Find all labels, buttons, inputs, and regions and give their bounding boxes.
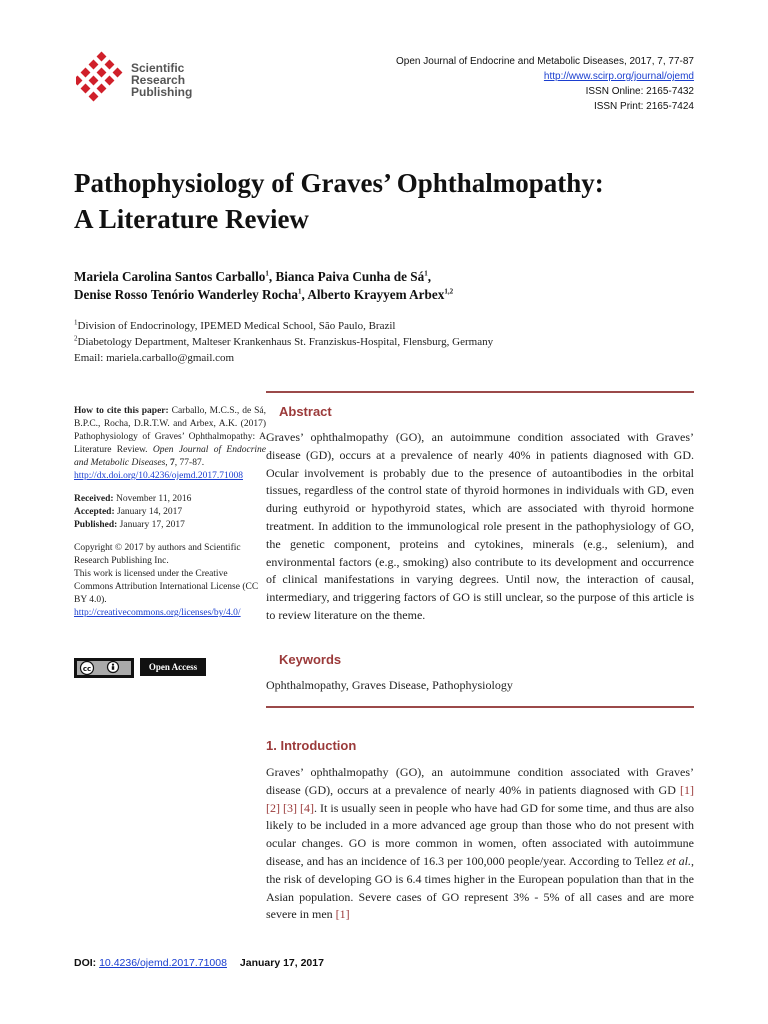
introduction-text bbox=[266, 764, 694, 924]
divider bbox=[266, 391, 694, 393]
license-text: This work is licensed under the Creative Commons Attribution International License (CC BY 4.0). bbox=[74, 569, 259, 605]
affiliation-marker: 1 bbox=[424, 269, 428, 278]
open-access-badge[interactable]: Open Access bbox=[140, 658, 206, 676]
affiliation-marker: 1 bbox=[297, 287, 302, 296]
keywords-text: Ophthalmopathy, Graves Disease, Pathophysiology bbox=[266, 678, 513, 692]
logo-diamond-icon bbox=[76, 52, 122, 102]
reference-link[interactable]: [1] [2] [3] [4] bbox=[266, 782, 694, 815]
published-label: Published: bbox=[74, 520, 118, 530]
separator: , bbox=[268, 269, 276, 284]
paper-title bbox=[74, 165, 714, 237]
divider bbox=[266, 706, 694, 708]
svg-text:cc: cc bbox=[82, 664, 92, 673]
abstract-heading: Abstract bbox=[279, 404, 332, 419]
footer-date: January 17, 2017 bbox=[239, 957, 324, 969]
affiliation-marker: 1 bbox=[74, 318, 78, 327]
cc-by-badge[interactable] bbox=[74, 658, 134, 678]
publisher-name-line: Publishing bbox=[131, 85, 193, 99]
paper-title-line2: A Literature Review bbox=[74, 204, 309, 234]
author-name: Bianca Paiva Cunha de Sá bbox=[275, 269, 425, 284]
accepted-label: Accepted: bbox=[74, 507, 115, 517]
affiliation-1: Division of Endocrinology, IPEMED Medical School, São Paulo, Brazil bbox=[77, 320, 396, 332]
publisher-name-line: Scientific bbox=[131, 61, 185, 75]
affiliation-2: Diabetology Department, Malteser Krankenhaus St. Franziskus-Hospital, Flensburg, Germany bbox=[77, 336, 494, 348]
author-name: Denise Rosso Tenório Wanderley Rocha bbox=[74, 287, 298, 302]
affiliation-marker: 1,2 bbox=[444, 287, 454, 296]
affiliation-marker: 2 bbox=[74, 334, 78, 343]
author-list bbox=[74, 268, 453, 304]
copyright-text: Copyright © 2017 by authors and Scientific Research Publishing Inc. bbox=[74, 543, 241, 566]
reference-link[interactable]: [1] bbox=[335, 907, 350, 922]
intro-text-part: , the risk of developing GO is 6.4 times higher in the European population than that in the Asian population. Severe cases of GO represent 3% - 5% of all cases and are more severe in men bbox=[266, 853, 695, 922]
footer-doi-label: DOI: bbox=[74, 957, 100, 969]
separator: , bbox=[165, 458, 171, 468]
page-footer bbox=[74, 957, 324, 969]
cite-text: Carballo, M.C.S., de Sá, B.P.C., Rocha, D.R.T.W. and Arbex, A.K. (2017) Pathophysiology of Graves’ Ophthalmopathy: A Literature Review. bbox=[74, 406, 266, 455]
separator: , bbox=[427, 269, 431, 284]
cite-pages: , 77-87. bbox=[174, 458, 205, 468]
doi-link[interactable]: http://dx.doi.org/10.4236/ojemd.2017.71008 bbox=[74, 471, 243, 481]
accepted-date: January 14, 2017 bbox=[114, 507, 183, 517]
publisher-name-line: Research bbox=[131, 73, 186, 87]
journal-citation: Open Journal of Endocrine and Metabolic Diseases, 2017, 7, 77-87 bbox=[396, 56, 694, 67]
paper-title-line1: Pathophysiology of Graves’ Ophthalmopathy: bbox=[74, 168, 604, 198]
side-column bbox=[74, 405, 266, 620]
affiliations bbox=[74, 318, 493, 350]
received-date: November 11, 2016 bbox=[113, 494, 192, 504]
intro-text-part: . It is usually seen in people who have had GD for some time, and thus are also likely to be included in a more advanced age group than those who do not present with ocular changes. GO is more common in women, often associated with autoimmune disease, and has an incidence of 16.3 per 100,000 people/year. According to Tellez bbox=[266, 800, 694, 868]
cite-volume: 7 bbox=[170, 458, 175, 468]
cc-icon bbox=[75, 659, 133, 677]
dates-block bbox=[74, 493, 266, 532]
intro-text-part: et al. bbox=[666, 853, 692, 868]
cite-block bbox=[74, 405, 266, 483]
journal-header bbox=[396, 54, 694, 114]
author-name: Alberto Krayyem Arbex bbox=[307, 287, 445, 302]
keywords-heading: Keywords bbox=[279, 652, 342, 667]
affiliation-marker: 1 bbox=[265, 269, 269, 278]
author-name: Mariela Carolina Santos Carballo bbox=[74, 269, 266, 284]
journal-url-link[interactable]: http://www.scirp.org/journal/ojemd bbox=[543, 71, 694, 82]
cite-journal: Open Journal of Endocrine and Metabolic Diseases bbox=[74, 445, 267, 468]
intro-text-part: Graves’ ophthalmopathy (GO), an autoimmune condition associated with Graves’ disease (GD), occurs at a prevalence of nearly 40% in patients diagnosed with GD bbox=[266, 765, 694, 797]
abstract-text: Graves’ ophthalmopathy (GO), an autoimmune condition associated with Graves’ disease (GD), occurs at a prevalence of nearly 40% in patients diagnosed with GD. Ocular involvement is probably due to the presence of autoantibodies in the orbital tissues, regardless of the control state of thyroid hormones in individuals with GD, even during euthyroid or hypothyroid states, which are associated with thyroid hormone treatment. In addition to the immunological role present in the pathophysiology of GO, the genetic component, proteins and cytokines, minerals (e.g., selenium), and environmental factors (e.g., smoking) also contribute to its development and occurrence of clinical manifestations in varying degrees. Until now, the interaction of causal, intermediary, and triggering factors of GO is still unclear, so the purpose of this article is to review literature on the theme. bbox=[266, 430, 694, 622]
issn-online: ISSN Online: 2165-7432 bbox=[585, 86, 694, 97]
license-link[interactable]: http://creativecommons.org/licenses/by/4.0/ bbox=[74, 608, 241, 618]
contact-email: Email: mariela.carballo@gmail.com bbox=[74, 352, 235, 364]
received-label: Received: bbox=[74, 494, 114, 504]
introduction-heading: 1. Introduction bbox=[266, 738, 357, 753]
cite-label: How to cite this paper: bbox=[74, 406, 169, 416]
published-date: January 17, 2017 bbox=[117, 520, 185, 530]
footer-doi-link[interactable]: 10.4236/ojemd.2017.71008 bbox=[99, 957, 227, 969]
separator: , bbox=[301, 287, 308, 302]
issn-print: ISSN Print: 2165-7424 bbox=[593, 101, 694, 112]
publisher-name bbox=[131, 62, 192, 98]
license-block bbox=[74, 542, 266, 620]
